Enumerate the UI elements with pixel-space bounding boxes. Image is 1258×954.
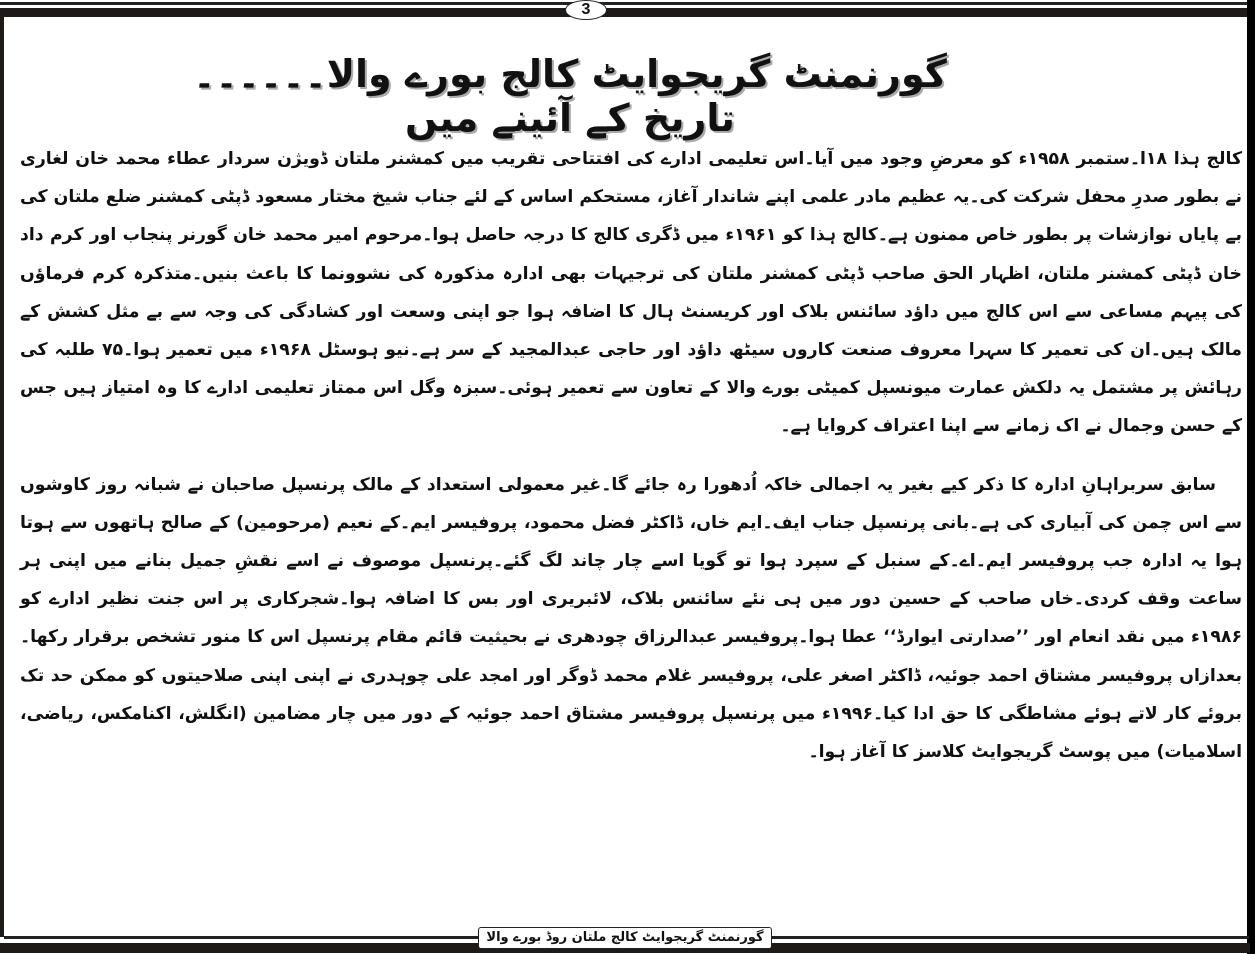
footer-label: گورنمنٹ گریجوایٹ کالج ملتان روڈ بورے والا <box>478 927 772 949</box>
page-number-badge: 3 <box>565 0 607 20</box>
left-border <box>0 17 4 937</box>
page-title: گورنمنٹ گریجوایٹ کالج بورے والا۔۔۔۔۔۔تاریخ کے آئینے میں <box>193 52 947 140</box>
paragraph-history: کالج ہذا ۱۸ا۔ستمبر ۱۹۵۸ء کو معرضِ وجود میں آیا۔اس تعلیمی ادارے کی افتتاحی تقریب میں کمشنر ملتان ڈویژن سردار عطاء محمد خان لغاری نے بطور صدرِ محفل شرکت کی۔یہ عظیم مادر علمی اپنے شاندار آغاز، مستحکم اساس کے لئے جناب شیخ مختار مسعود ڈپٹی کمشنر ضلع ملتان کی بے پایاں نوازشات پر بطور خاص ممنون ہے۔کالج ہذا کو ۱۹۶۱ء میں ڈگری کالج کا درجہ حاصل ہوا۔مرحوم امیر محمد خان گورنر پنجاب اور کرم داد خان ڈپٹی کمشنر ملتان، اظہار الحق صاحب ڈپٹی کمشنر ملتان کی ترجیہات بھی ادارہ مذکورہ کی نشوونما کا باعث بنیں۔متذکرہ کرم فرماؤں کی پیہم مساعی سے اس کالج میں داؤد سائنس بلاک اور کریسنٹ ہال کا اضافہ ہوا جو اپنی وسعت اور کشادگی کی وجہ سے بے مثل کشش کے مالک ہیں۔ان کی تعمیر کا سہرا معروف صنعت کاروں سیٹھ داؤد اور حاجی عبدالمجید کے سر ہے۔نیو ہوسٹل ۱۹۶۸ء میں تعمیر ہوا۔۷۵ طلبہ کی رہائش پر مشتمل یہ دلکش عمارت میونسپل کمیٹی بورے والا کے تعاون سے تعمیر ہوئی۔سبزہ وگل اس ممتاز تعلیمی ادارے کا وہ امتیاز ہیں جس کے حسن وجمال نے اک زمانے سے اپنا اعتراف کروایا ہے۔ <box>20 149 1242 437</box>
paragraph-principals: سابق سربراہانِ ادارہ کا ذکر کیے بغیر یہ اجمالی خاکہ اُدھورا رہ جائے گا۔غیر معمولی استعداد کے مالک پرنسپل صاحبان نے شبانہ روز کاوشوں سے اس چمن کی آبیاری کی ہے۔بانی پرنسپل جناب ایف۔ایم خاں، ڈاکٹر فضل محمود، پروفیسر ایم۔کے نعیم (مرحومین) کے صالح ہاتھوں سے ہوتا ہوا یہ ادارہ جب پروفیسر ایم۔اے۔کے سنبل کے سپرد ہوا تو گویا اسے چار چاند لگ گئے۔پرنسپل موصوف نے اسے نقشِ جمیل بنانے میں اپنی ہر ساعت وقف کردی۔خاں صاحب کے حسین دور میں ہی نئے سائنس بلاک، لائبریری اور بس کا اضافہ ہوا۔شجرکاری پر اس جنت نظیر ادارے کو ۱۹۸۶ء میں نقد انعام اور ’’صدارتی ایوارڈ‘‘ عطا ہوا۔پروفیسر عبدالرزاق چودھری نے بحیثیت قائم مقام پرنسپل اس کا منور تشخص برقرار رکھا۔بعدازاں پروفیسر مشتاق احمد جوئیہ، ڈاکٹر اصغر علی، پروفیسر غلام محمد ڈوگر اور امجد علی چوہدری نے اپنی اپنی صلاحیتوں کو ممکن حد تک بروئے کار لاتے ہوئے مشاطگی کا حق ادا کیا۔۱۹۹۶ء میں پرنسپل پروفیسر مشتاق احمد جوئیہ کے دور میں چار مضامین (انگلش، اکنامکس، ریاضی، اسلامیات) میں پوسٹ گریجوایٹ کلاسز کا آغاز ہوا۔ <box>20 474 1242 763</box>
right-border <box>1247 0 1255 954</box>
top-rule-thin <box>0 2 1250 5</box>
article-body <box>20 140 1242 771</box>
top-rule-thick <box>0 8 1250 17</box>
